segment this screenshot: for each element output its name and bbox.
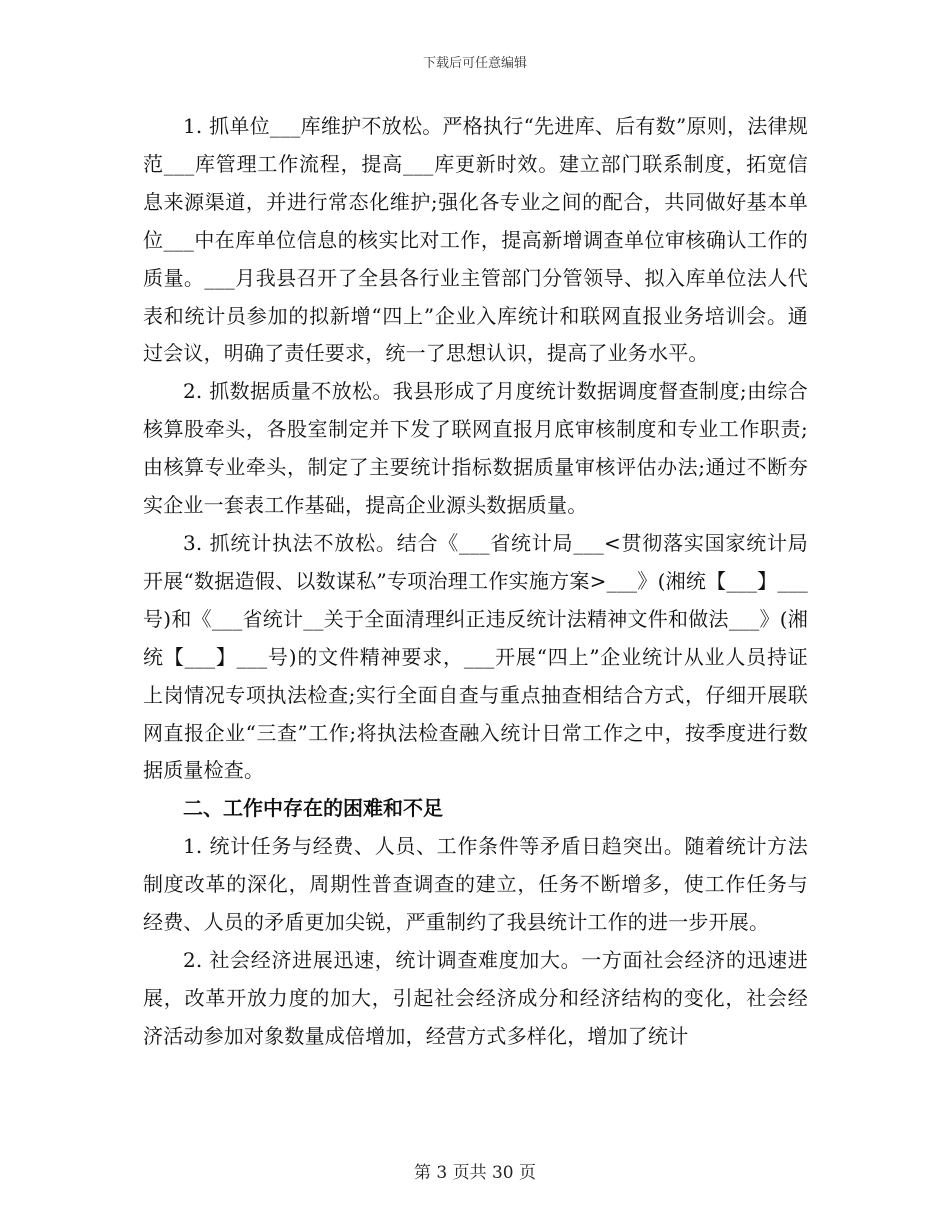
paragraph-law-enforcement: 3. 抓统计执法不放松。结合《___省统计局___<贯彻落实国家统计局开展“数据造假、以数谋私”专项治理工作实施方案>___》(湘统【___】___号)和《___省统计__关于全面清理纠正违反统计法精神文件和做法___》(湘统【___】___号)的文件精神要求，___开展“四上”企业统计从业人员持证上岗情况专项执法检查;实行全面自查与重点抽查相结合方式，仔细开展联网直报企业“三查”工作;将执法检查融入统计日常工作之中，按季度进行数据质量检查。: [143, 530, 808, 783]
document-body: [143, 108, 808, 1056]
paragraph-unit-database: 1. 抓单位___库维护不放松。严格执行“先进库、后有数”原则，法律规范___库管理工作流程，提高___库更新时效。建立部门联系制度，拓宽信息来源渠道，并进行常态化维护;强化各专业之间的配合，共同做好基本单位___中在库单位信息的核实比对工作，提高新增调查单位审核确认工作的质量。___月我县召开了全县各行业主管部门分管领导、拟入库单位法人代表和统计员参加的拟新增“四上”企业入库统计和联网直报业务培训会。通过会议，明确了责任要求，统一了思想认识，提高了业务水平。: [143, 114, 808, 366]
section-heading: 二、工作中存在的困难和不足: [183, 796, 443, 821]
page-header: 下载后可任意编辑: [422, 56, 527, 71]
paragraph-task-conflict: 1. 统计任务与经费、人员、工作条件等矛盾日趋突出。随着统计方法制度改革的深化，周期性普查调查的建立，任务不断增多，使工作任务与经费、人员的矛盾更加尖锐，严重制约了我县统计工作的进一步开展。: [143, 834, 808, 935]
paragraph-economic-development: 2. 社会经济进展迅速，统计调查难度加大。一方面社会经济的迅速进展，改革开放力度的加大，引起社会经济成分和经济结构的变化，社会经济活动参加对象数量成倍增加，经营方式多样化，增加了统计: [143, 947, 808, 1048]
paragraph-data-quality: 2. 抓数据质量不放松。我县形成了月度统计数据调度督查制度;由综合核算股牵头，各股室制定并下发了联网直报月底审核制度和专业工作职责;由核算专业牵头，制定了主要统计指标数据质量审核评估办法;通过不断夯实企业一套表工作基础，提高企业源头数据质量。: [143, 379, 808, 518]
page-footer: 第 3 页共 30 页: [413, 1163, 537, 1183]
